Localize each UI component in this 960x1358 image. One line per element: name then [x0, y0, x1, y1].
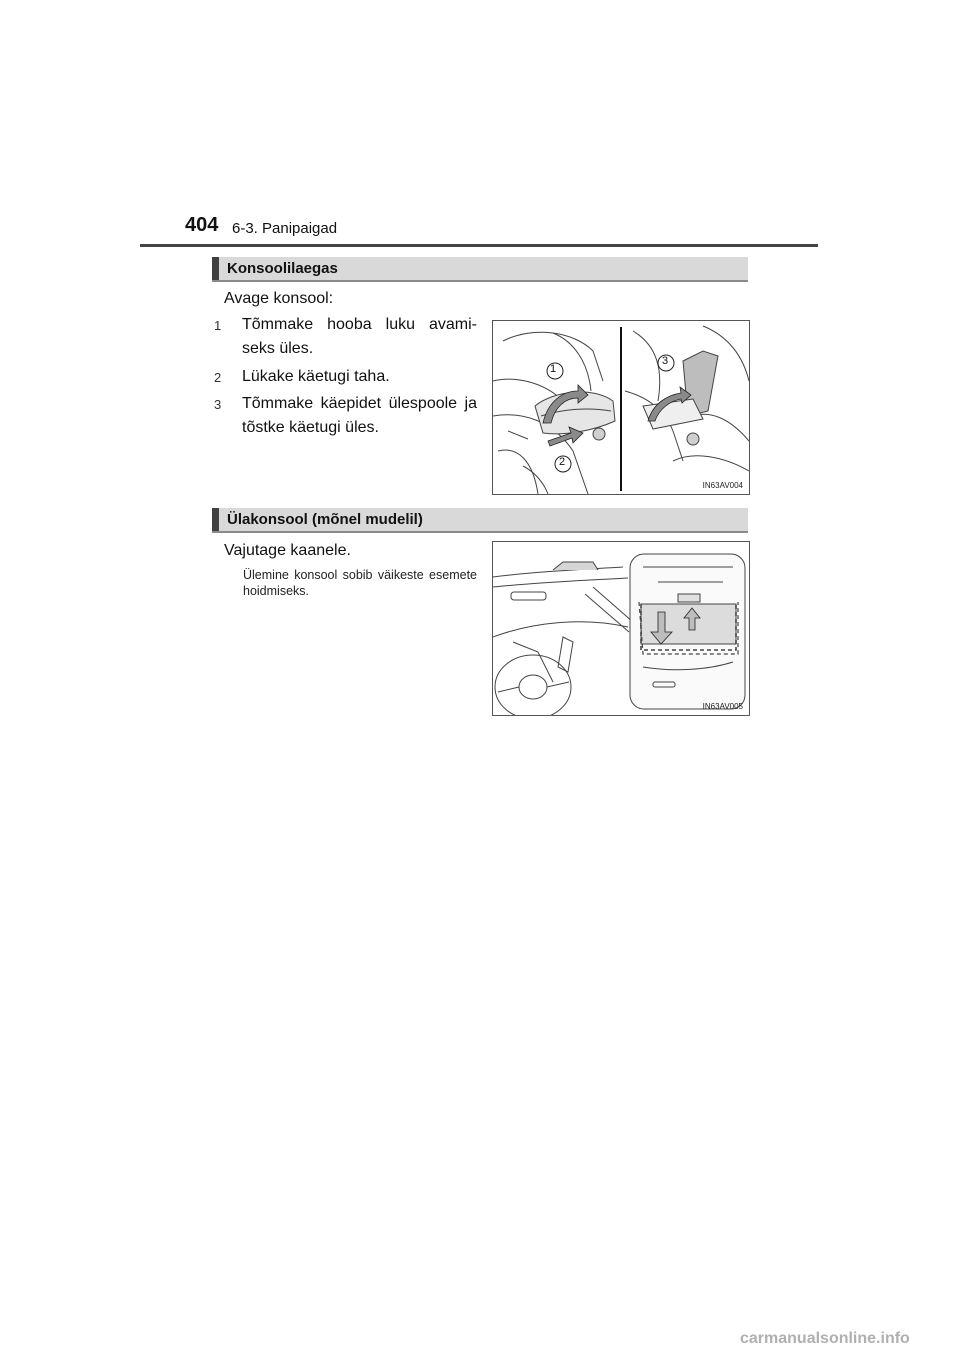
callout-1: 1 [550, 363, 557, 375]
section-heading-overhead-console [212, 508, 748, 533]
page-number: 404 [185, 214, 219, 236]
callout-3: 3 [662, 355, 669, 367]
figure-code: IN63AV005 [702, 702, 743, 711]
callout-2: 2 [559, 456, 566, 468]
section-heading-marker [212, 508, 219, 531]
section-heading-title: Ülakonsool (mõnel mudelil) [227, 511, 423, 528]
step-text: Tõmmake hooba luku avami-seks üles. [242, 316, 477, 357]
overhead-console-note: Ülemine konsool sobib väikeste esemete hoidmiseks. [243, 568, 477, 598]
console-box-illustration [492, 320, 750, 495]
step-number: 3 [214, 397, 222, 412]
header-rule [140, 244, 818, 247]
step-number: 1 [214, 318, 222, 333]
section-reference: 6-3. Panipaigad [232, 220, 338, 237]
overhead-console-intro: Vajutage kaanele. [224, 542, 351, 559]
section-heading-title: Konsoolilaegas [227, 260, 338, 277]
section-heading-console-box [212, 257, 748, 282]
figure-code: IN63AV004 [702, 481, 743, 490]
overhead-console-illustration [492, 541, 750, 716]
step-text: Tõmmake käepidet ülespoole ja tõstke käetugi üles. [242, 395, 477, 436]
console-box-drawing [493, 321, 749, 494]
console-box-intro: Avage konsool: [224, 290, 334, 307]
section-heading-marker [212, 257, 219, 280]
step-text: Lükake käetugi taha. [242, 368, 390, 385]
step-number: 2 [214, 370, 222, 385]
overhead-console-drawing [493, 542, 749, 715]
watermark: carmanualsonline.info [740, 1330, 910, 1347]
